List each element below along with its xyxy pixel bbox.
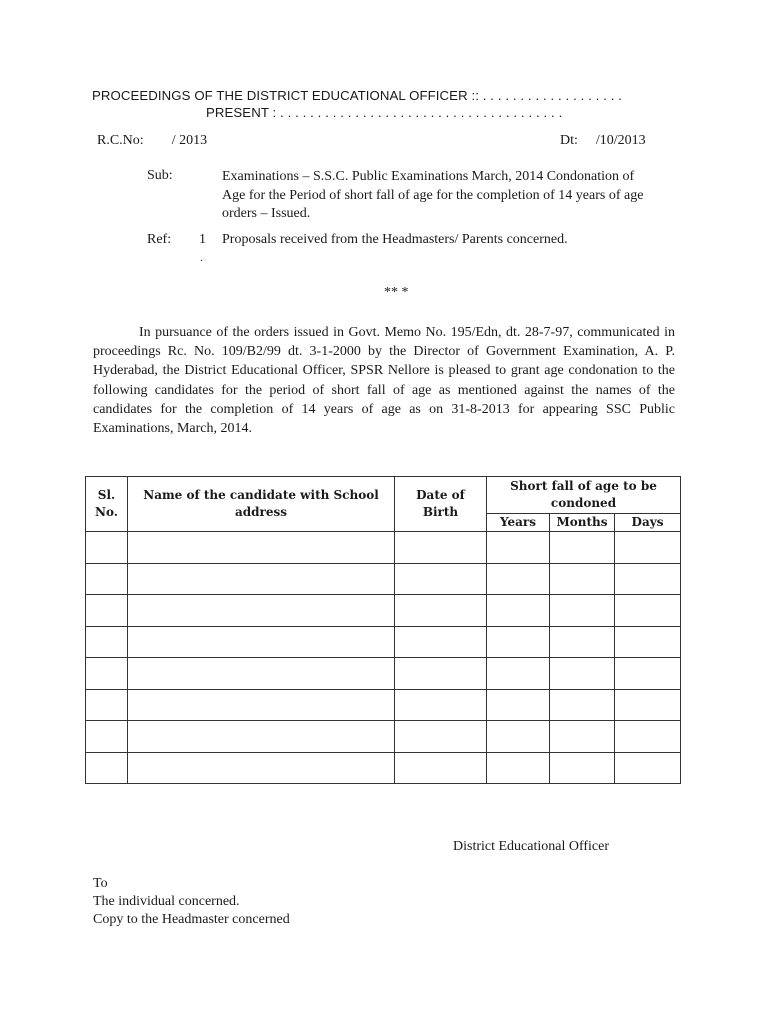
date-label: Dt: [560,133,578,148]
table-row [86,689,681,721]
table-cell [615,752,681,784]
table-row [86,595,681,627]
table-cell [550,689,615,721]
table-cell [550,658,615,690]
table-cell [615,595,681,627]
table-cell [550,563,615,595]
table-cell [487,595,550,627]
table-cell [550,752,615,784]
rc-value: / 2013 [171,133,208,148]
subject-label: Sub: [147,168,173,183]
table-cell [86,626,128,658]
table-cell [86,532,128,564]
table-cell [128,752,395,784]
table-cell [487,752,550,784]
table-cell [550,721,615,753]
table-cell [487,563,550,595]
table-cell [395,532,487,564]
table-cell [86,689,128,721]
table-cell [395,721,487,753]
reference-label: Ref: [147,232,172,247]
table-cell [86,595,128,627]
table-cell [128,658,395,690]
candidates-table [85,476,681,784]
rc-number-line [97,133,207,149]
table-row [86,658,681,690]
table-cell [487,532,550,564]
table-cell [395,689,487,721]
table-cell [128,689,395,721]
table-cell [550,532,615,564]
table-cell [128,626,395,658]
to-recipient-1: The individual concerned. [93,894,240,909]
table-cell [395,626,487,658]
table-cell [395,595,487,627]
table-row [86,721,681,753]
date-value: /10/2013 [595,133,646,148]
table-body [86,532,681,784]
table-cell [395,563,487,595]
column-header-date-of-birth: Date of Birth [395,477,487,532]
table-cell [615,658,681,690]
reference-text: Proposals received from the Headmasters/ Parents concerned. [222,232,568,247]
subject-text: Examinations – S.S.C. Public Examinations March, 2014 Condonation of Age for the Period of short fall of age for the completion of 14 years of age orders – Issued. [222,169,644,221]
separator-asterisks: ** * [384,285,409,300]
table-cell [128,563,395,595]
table-cell [128,532,395,564]
reference-number: 1 [199,232,206,247]
table-cell [487,721,550,753]
table-cell [550,626,615,658]
table-cell [615,689,681,721]
column-header-name: Name of the candidate with School address [128,477,395,532]
table-row [86,563,681,595]
table-cell [86,563,128,595]
table-cell [487,689,550,721]
table-cell [615,532,681,564]
heading-line-2: PRESENT : . . . . . . . . . . . . . . . . . . . . . . . . . . . . . . . . . . . . . . [206,105,563,120]
column-header-shortfall: Short fall of age to be condoned [487,477,681,514]
rc-label: R.C.No: [97,133,144,148]
column-header-sl-no: Sl. No. [86,477,128,532]
to-label: To [93,876,108,891]
subheader-months: Months [550,514,615,532]
table-cell [615,721,681,753]
table-cell [395,658,487,690]
subheader-years: Years [487,514,550,532]
signature-designation: District Educational Officer [453,839,610,854]
heading-line-1: PROCEEDINGS OF THE DISTRICT EDUCATIONAL OFFICER :: . . . . . . . . . . . . . . . . . . . [92,88,623,103]
table-cell [128,721,395,753]
table-cell [395,752,487,784]
to-recipient-2: Copy to the Headmaster concerned [93,912,290,927]
table-cell [615,563,681,595]
table-row [86,752,681,784]
body-paragraph: In pursuance of the orders issued in Govt. Memo No. 195/Edn, dt. 28-7-97, communicated in proceedings Rc. No. 109/B2/99 dt. 3-1-2000 by the Director of Government Examination, A. P. Hyderabad, the District Educational Officer, SPSR Nellore is pleased to grant age condonation to the following candidates for the period of short fall of age as mentioned against the names of the candidates for the completion of 14 years of age as on 31-8-2013 for appearing SSC Public Examinations, March, 2014. [93,325,675,437]
table-row [86,532,681,564]
subheader-days: Days [615,514,681,532]
date-line [560,133,646,149]
table-cell [86,658,128,690]
table-cell [86,721,128,753]
table-cell [615,626,681,658]
table-cell [128,595,395,627]
table-row [86,626,681,658]
table-cell [550,595,615,627]
reference-dot: . [200,250,203,264]
table-cell [487,626,550,658]
table-cell [487,658,550,690]
table-cell [86,752,128,784]
